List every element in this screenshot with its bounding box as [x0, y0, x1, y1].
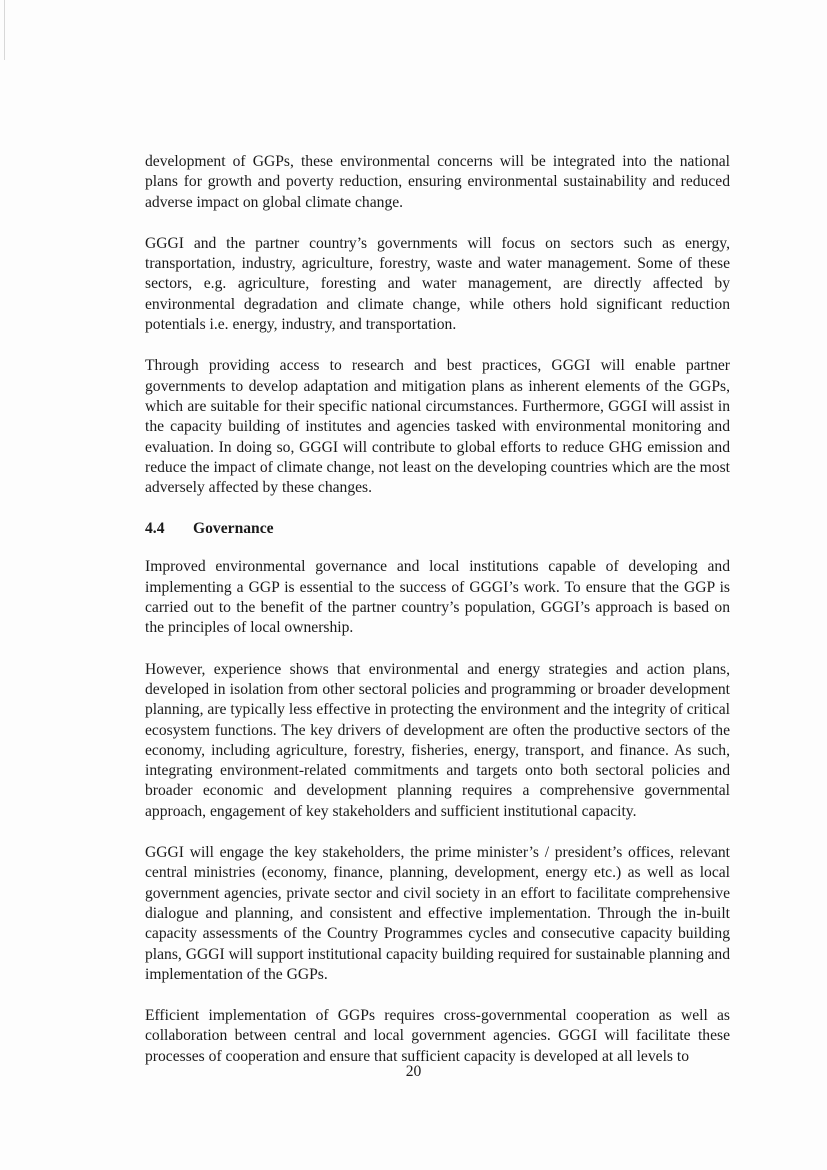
section-number: 4.4	[145, 520, 165, 538]
paragraph: GGGI will engage the key stakeholders, the prime minister’s / president’s offices, relevant central ministries (economy, finance, planning, development, energy etc.) as well as local government agencies, private sector and civil society in an effort to facilitate comprehensive dialogue and planning, and consistent and effective implementation. Through the in-built capacity assessments of the Country Programmes cycles and consecutive capacity building plans, GGGI will support institutional capacity building required for sustainable planning and implementation of the GGPs.	[145, 844, 730, 983]
paragraph: Efficient implementation of GGPs requires cross-governmental cooperation as well as collaboration between central and local government agencies. GGGI will facilitate these processes of cooperation and ensure that sufficient capacity is developed at all levels to	[145, 1007, 730, 1065]
paragraph: Improved environmental governance and local institutions capable of developing and implementing a GGP is essential to the success of GGGI’s work. To ensure that the GGP is carried out to the benefit of the partner country’s population, GGGI’s approach is based on the principles of local ownership.	[145, 558, 730, 637]
section-title: Governance	[193, 520, 274, 538]
paragraph: GGGI and the partner country’s governments will focus on sectors such as energy, transportation, industry, agriculture, forestry, waste and water management. Some of these sectors, e.g. agriculture, foresting and water management, are directly affected by environmental degradation and climate change, while others hold significant reduction potentials i.e. energy, industry, and transportation.	[145, 234, 730, 334]
paragraph: However, experience shows that environmental and energy strategies and action plans, developed in isolation from other sectoral policies and programming or broader development planning, are typically less effective in protecting the environment and the integrity of critical ecosystem functions. The key drivers of development are often the productive sectors of the economy, including agriculture, forestry, fisheries, energy, transport, and finance. As such, integrating environment-related commitments and targets onto both sectoral policies and broader economic and development planning requires a comprehensive governmental approach, engagement of key stakeholders and sufficient institutional capacity.	[145, 660, 730, 820]
paragraph: Through providing access to research and best practices, GGGI will enable partner governments to develop adaptation and mitigation plans as inherent elements of the GGPs, which are suitable for their specific national circumstances. Furthermore, GGGI will assist in the capacity building of institutes and agencies tasked with environmental monitoring and evaluation. In doing so, GGGI will contribute to global efforts to reduce GHG emission and reduce the impact of climate change, not least on the developing countries which are the most adversely affected by these changes.	[145, 357, 730, 497]
page-number: 20	[405, 1063, 422, 1080]
section-heading	[145, 519, 730, 539]
paragraph: development of GGPs, these environmental concerns will be integrated into the national plans for growth and poverty reduction, ensuring environmental sustainability and reduced adverse impact on global climate change.	[145, 153, 730, 211]
page-body	[145, 152, 730, 1088]
scan-margin-line	[4, 0, 5, 60]
